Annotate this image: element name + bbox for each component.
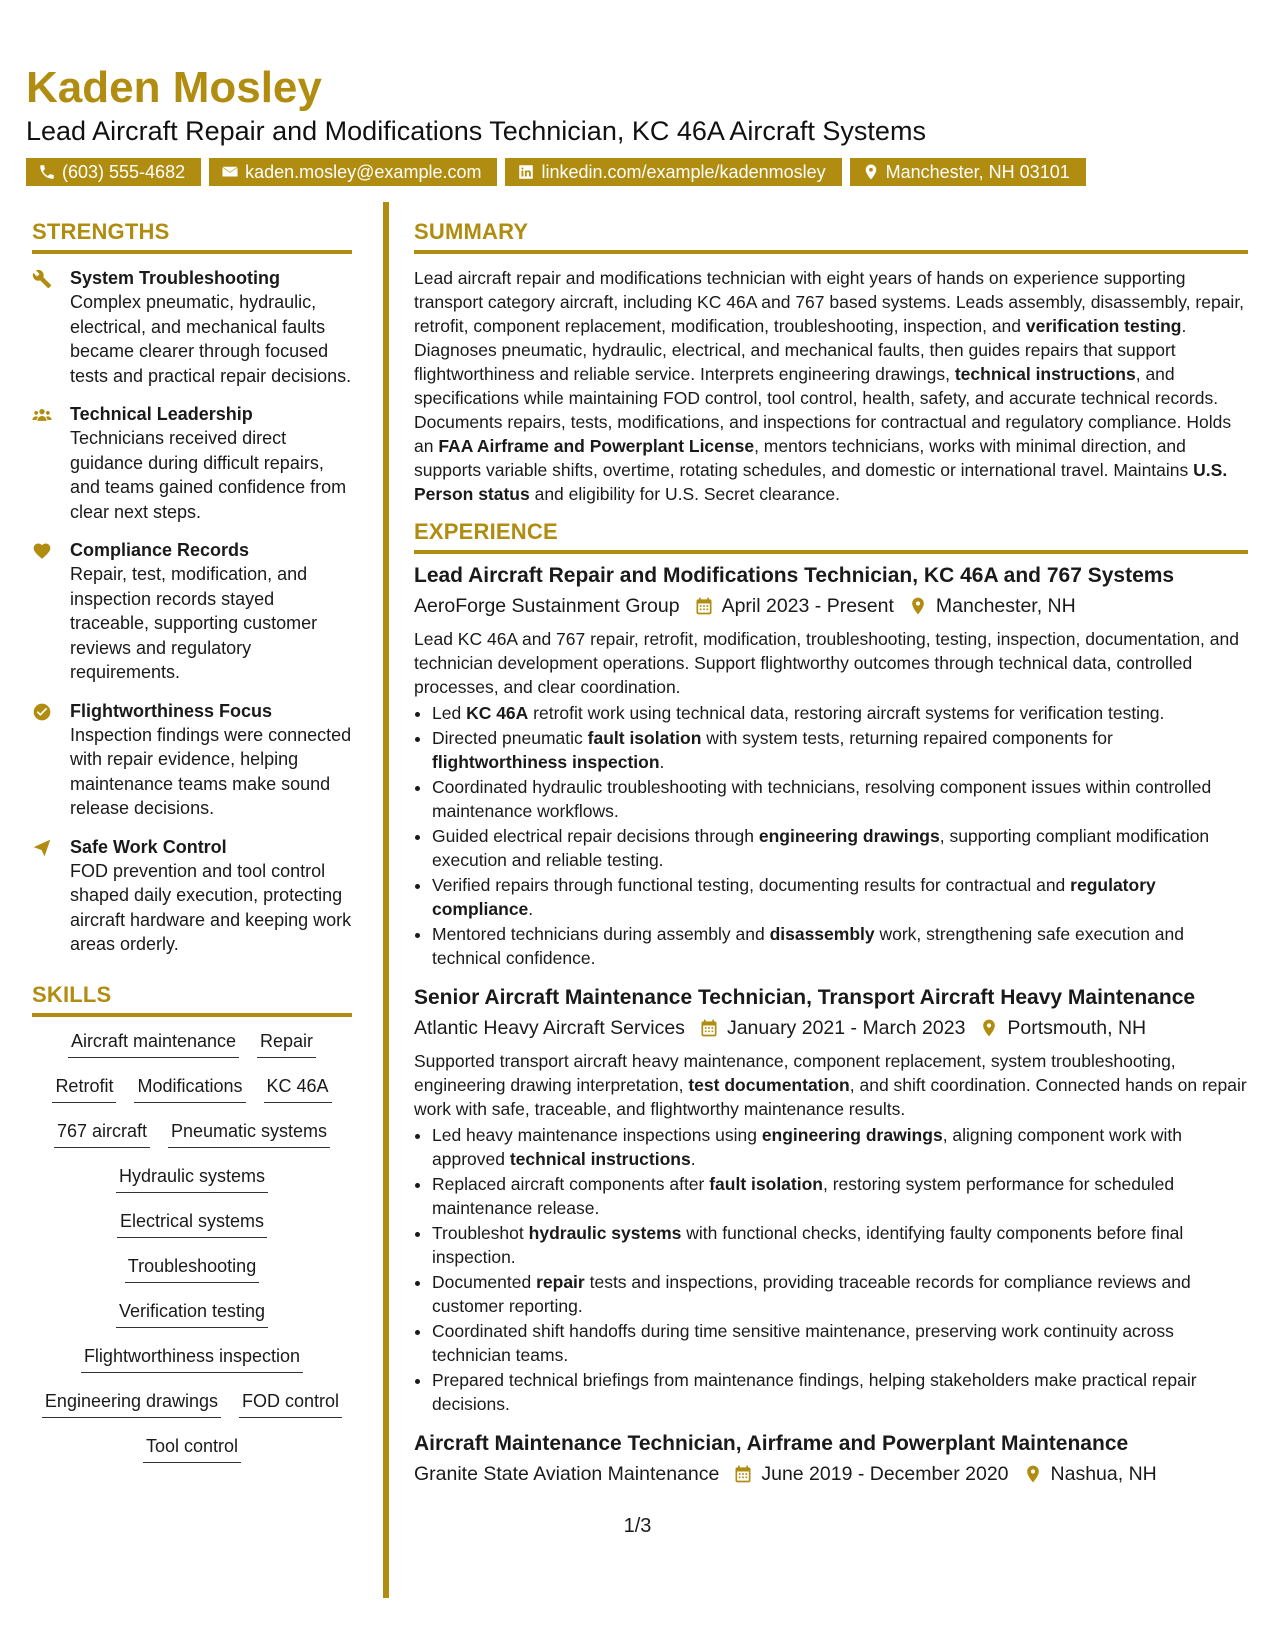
contact-bar: [26, 158, 1246, 186]
contact-chip[interactable]: [850, 158, 1086, 186]
text-run: Prepared technical briefings from maintenance findings, helping stakeholders make practical repair decisions.: [432, 1370, 1197, 1414]
check-circle-icon: [32, 702, 52, 722]
job-entry: [414, 984, 1248, 1416]
emphasis-text: U.S. Person status: [414, 460, 1228, 504]
skill-tag: Flightworthiness inspection: [81, 1344, 303, 1373]
summary-heading: SUMMARY: [414, 218, 1248, 254]
skill-tag: Aircraft maintenance: [68, 1029, 239, 1058]
job-bullet: [432, 1123, 1248, 1171]
header: [26, 62, 1246, 186]
skill-tag: Engineering drawings: [42, 1389, 221, 1418]
strength-title: Safe Work Control: [70, 836, 227, 857]
strength-icon-wrap: [32, 538, 70, 685]
strengths-heading: STRENGTHS: [32, 218, 352, 254]
contact-chip[interactable]: [209, 158, 497, 186]
skill-tag: 767 aircraft: [54, 1119, 150, 1148]
skill-tag: Retrofit: [52, 1074, 116, 1103]
strength-item: [32, 699, 352, 821]
text-run: retrofit work using technical data, restoring aircraft systems for verification testing.: [528, 703, 1165, 723]
strength-desc: Inspection findings were connected with repair evidence, helping maintenance teams make sound release decisions.: [70, 724, 352, 818]
text-run: with system tests, returning repaired components for: [701, 728, 1113, 748]
heart-icon: [32, 541, 52, 561]
text-run: , and specifications while maintaining FOD control, tool control, health, safety, and accurate technical records. Documents repairs, tests, modifications, and inspections for contractual and regulatory compliance. Holds an: [414, 364, 1232, 456]
text-run: .: [659, 752, 665, 772]
text-run: with functional checks, identifying faulty components before final inspection.: [432, 1223, 1184, 1267]
text-run: Lead aircraft repair and modifications technician with eight years of hands on experience supporting transport category aircraft, including KC 46A and 767 based systems. Leads assembly, disassembly, repair, retrofit, component replacement, modification, troubleshooting, inspection, and: [414, 268, 1245, 336]
emphasis-text: regulatory compliance: [432, 875, 1156, 919]
skills-heading: SKILLS: [32, 981, 352, 1017]
skill-row: [32, 1164, 352, 1209]
job-description: [414, 1049, 1248, 1121]
strength-desc: Complex pneumatic, hydraulic, electrical, and mechanical faults became clearer through focused tests and practical repair decisions.: [70, 292, 352, 386]
text-run: Led heavy maintenance inspections using: [432, 1125, 762, 1145]
calendar-icon: [733, 1464, 753, 1484]
emphasis-text: repair: [536, 1272, 585, 1292]
job-description: [414, 627, 1248, 699]
envelope-icon: [221, 163, 239, 181]
job-company: Granite State Aviation Maintenance: [414, 1463, 720, 1485]
strength-icon-wrap: [32, 402, 70, 524]
strength-title: Compliance Records: [70, 540, 250, 560]
skills-list: [32, 1029, 352, 1479]
strength-title: System Troubleshooting: [70, 268, 281, 288]
job-dates: April 2023 - Present: [721, 595, 894, 617]
emphasis-text: technical instructions: [954, 364, 1136, 384]
strength-item: [32, 835, 352, 957]
emphasis-text: hydraulic systems: [528, 1223, 682, 1243]
skill-tag: Pneumatic systems: [168, 1119, 330, 1148]
left-column: [32, 218, 352, 1479]
experience-list: [414, 562, 1248, 1487]
map-pin-icon: [979, 1018, 999, 1038]
experience-heading: EXPERIENCE: [414, 518, 1248, 554]
emphasis-text: disassembly: [769, 924, 875, 944]
job-meta: [414, 593, 1248, 619]
job-meta: [414, 1015, 1248, 1041]
contact-text: Manchester, NH 03101: [885, 161, 1070, 182]
job-bullet: [432, 775, 1248, 823]
text-run: Guided electrical repair decisions through: [432, 826, 759, 846]
job-entry: [414, 1430, 1248, 1487]
candidate-headline: Lead Aircraft Repair and Modifications Technician, KC 46A Aircraft Systems: [26, 116, 926, 146]
linkedin-icon: [517, 163, 535, 181]
skill-tag: Troubleshooting: [125, 1254, 259, 1283]
job-title: Senior Aircraft Maintenance Technician, Transport Aircraft Heavy Maintenance: [414, 986, 1196, 1009]
text-run: work, strengthening safe execution and technical confidence.: [432, 924, 1184, 968]
job-bullet: [432, 1172, 1248, 1220]
contact-text: (603) 555-4682: [62, 161, 186, 182]
text-run: Mentored technicians during assembly and: [432, 924, 770, 944]
job-bullet: [432, 726, 1248, 774]
job-bullets: [414, 1123, 1248, 1416]
skill-tag: KC 46A: [264, 1074, 332, 1103]
job-dates: January 2021 - March 2023: [726, 1017, 966, 1039]
contact-text: kaden.mosley@example.com: [245, 161, 482, 182]
text-run: Led: [432, 703, 467, 723]
text-run: Lead KC 46A and 767 repair, retrofit, modification, troubleshooting, testing, inspection, documentation, and technician development operations. Support flightworthy outcomes through technical data, controlled processes, and clear coordination.: [414, 629, 1239, 697]
strength-item: [32, 266, 352, 388]
text-run: Supported transport aircraft heavy maintenance, component replacement, system troubleshooting, engineering drawing interpretation,: [414, 1051, 1176, 1095]
calendar-icon: [694, 596, 714, 616]
text-run: .: [690, 1149, 696, 1169]
strength-desc: Technicians received direct guidance during difficult repairs, and teams gained confidence from clear next steps.: [70, 428, 347, 522]
job-dates: June 2019 - December 2020: [761, 1463, 1009, 1485]
job-bullets: [414, 701, 1248, 970]
job-company: AeroForge Sustainment Group: [414, 595, 680, 617]
skill-row: [32, 1389, 352, 1434]
job-bullet: [432, 1319, 1248, 1367]
strengths-list: [32, 266, 352, 957]
text-run: Verified repairs through functional testing, documenting results for contractual and: [432, 875, 1071, 895]
text-run: Directed pneumatic: [432, 728, 588, 748]
strength-icon-wrap: [32, 835, 70, 957]
skill-tag: Hydraulic systems: [116, 1164, 268, 1193]
contact-chip[interactable]: [26, 158, 201, 186]
job-bullet: [432, 873, 1248, 921]
emphasis-text: engineering drawings: [761, 1125, 943, 1145]
emphasis-text: engineering drawings: [758, 826, 940, 846]
text-run: Replaced aircraft components after: [432, 1174, 710, 1194]
paper-plane-icon: [32, 838, 52, 858]
job-location: Nashua, NH: [1050, 1463, 1157, 1485]
users-icon: [32, 405, 52, 425]
skill-tag: Modifications: [134, 1074, 245, 1103]
text-run: and eligibility for U.S. Secret clearance.: [529, 484, 841, 504]
text-run: , and shift coordination. Connected hands on repair work with safe, traceable, and flightworthy maintenance results.: [414, 1075, 1247, 1119]
text-run: . Diagnoses pneumatic, hydraulic, electrical, and mechanical faults, then guides repairs that support flightworthiness and reliable service. Interprets engineering drawings,: [414, 316, 1187, 384]
strength-item: [32, 538, 352, 685]
text-run: Coordinated hydraulic troubleshooting with technicians, resolving component issues within controlled maintenance workflows.: [432, 777, 1212, 821]
text-run: Troubleshot: [432, 1223, 529, 1243]
map-pin-icon: [1023, 1464, 1043, 1484]
job-bullet: [432, 1368, 1248, 1416]
calendar-icon: [699, 1018, 719, 1038]
skill-row: [32, 1209, 352, 1254]
job-company: Atlantic Heavy Aircraft Services: [414, 1017, 685, 1039]
skill-row: [32, 1119, 352, 1164]
phone-icon: [38, 163, 56, 181]
skill-row: [32, 1344, 352, 1389]
strength-title: Flightworthiness Focus: [70, 700, 273, 721]
text-run: , mentors technicians, works with minimal direction, and supports variable shifts, overtime, rotating schedules, and domestic or international travel. Maintains: [414, 436, 1194, 480]
emphasis-text: fault isolation: [587, 728, 702, 748]
skill-row: [32, 1299, 352, 1344]
job-meta: [414, 1461, 1248, 1487]
text-run: Documented: [432, 1272, 537, 1292]
emphasis-text: FAA Airframe and Powerplant License: [438, 436, 755, 456]
skill-tag: Verification testing: [116, 1299, 268, 1328]
job-location: Manchester, NH: [935, 595, 1076, 617]
skill-tag: Tool control: [143, 1434, 241, 1463]
job-bullet: [432, 1270, 1248, 1318]
candidate-name: Kaden Mosley: [26, 63, 322, 112]
skill-row: [32, 1254, 352, 1299]
contact-chip[interactable]: [505, 158, 841, 186]
strength-icon-wrap: [32, 266, 70, 388]
job-entry: [414, 562, 1248, 970]
job-bullet: [432, 922, 1248, 970]
emphasis-text: technical instructions: [509, 1149, 691, 1169]
job-bullet: [432, 701, 1248, 725]
strength-title: Technical Leadership: [70, 404, 253, 424]
strength-icon-wrap: [32, 699, 70, 821]
contact-text: linkedin.com/example/kadenmosley: [541, 161, 826, 182]
job-title: Aircraft Maintenance Technician, Airframe and Powerplant Maintenance: [414, 1432, 1129, 1455]
job-title: Lead Aircraft Repair and Modifications Technician, KC 46A and 767 Systems: [414, 564, 1175, 587]
wrench-icon: [32, 269, 52, 289]
job-bullet: [432, 824, 1248, 872]
strength-item: [32, 402, 352, 524]
map-pin-icon: [862, 163, 880, 181]
job-location: Portsmouth, NH: [1007, 1017, 1147, 1039]
emphasis-text: flightworthiness inspection: [432, 752, 660, 772]
right-column: [414, 218, 1248, 1501]
page-number: 1/3: [623, 1515, 652, 1537]
skill-row: [32, 1434, 352, 1479]
text-run: , restoring system performance for scheduled maintenance release.: [432, 1174, 1175, 1218]
skill-tag: Repair: [257, 1029, 316, 1058]
column-divider: [383, 202, 389, 1598]
emphasis-text: test documentation: [688, 1075, 850, 1095]
text-run: .: [528, 899, 534, 919]
map-pin-icon: [908, 596, 928, 616]
emphasis-text: KC 46A: [466, 703, 529, 723]
text-run: , aligning component work with approved: [432, 1125, 1182, 1169]
emphasis-text: fault isolation: [709, 1174, 823, 1194]
skill-tag: FOD control: [239, 1389, 342, 1418]
text-run: tests and inspections, providing traceable records for compliance reviews and customer reporting.: [432, 1272, 1191, 1316]
text-run: , supporting compliant modification execution and reliable testing.: [432, 826, 1210, 870]
emphasis-text: verification testing: [1025, 316, 1182, 336]
strength-desc: Repair, test, modification, and inspection records stayed traceable, supporting customer reviews and regulatory requirements.: [70, 564, 318, 682]
text-run: Coordinated shift handoffs during time sensitive maintenance, preserving work continuity across technician teams.: [432, 1321, 1174, 1365]
skill-row: [32, 1074, 352, 1119]
skill-tag: Electrical systems: [117, 1209, 267, 1238]
job-bullet: [432, 1221, 1248, 1269]
summary-text: [414, 266, 1248, 506]
strength-desc: FOD prevention and tool control shaped daily execution, protecting aircraft hardware and keeping work areas orderly.: [70, 860, 352, 954]
skill-row: [32, 1029, 352, 1074]
